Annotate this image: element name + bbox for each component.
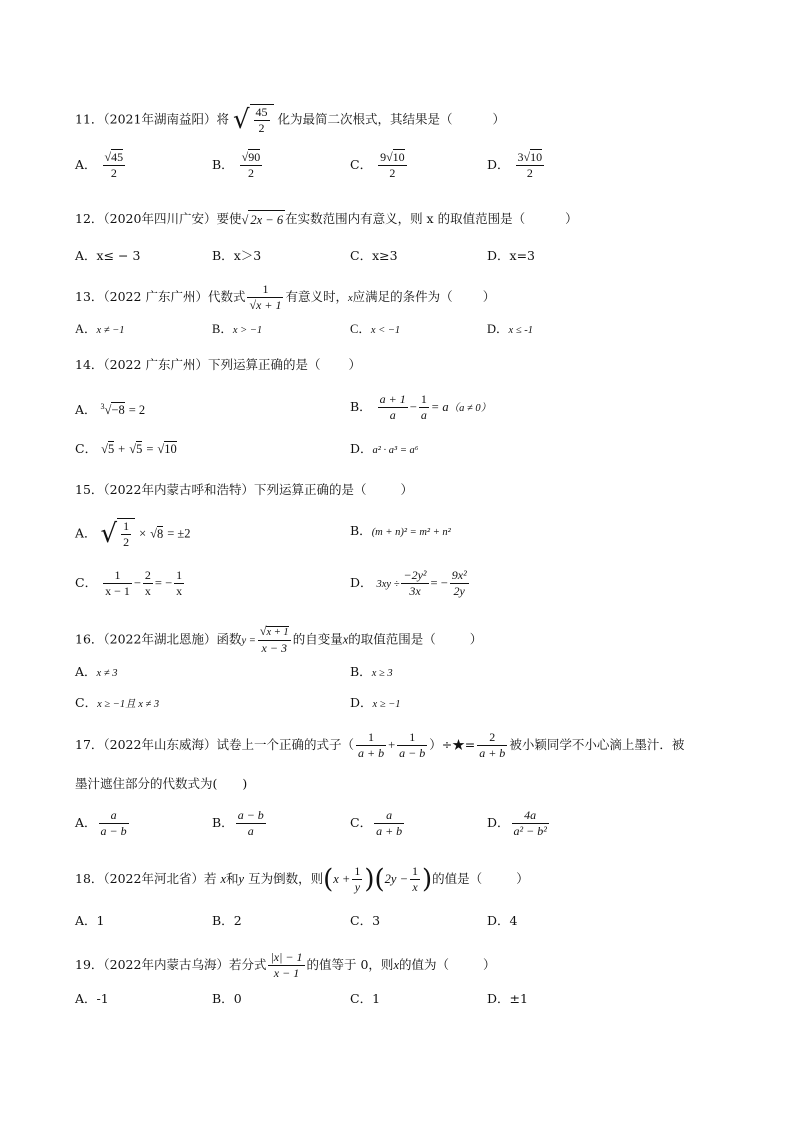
q15c-n2: 2 <box>144 568 151 582</box>
q11-mid: 化为最简二次根式，其结果是（ <box>277 111 453 127</box>
q17-d3: a + b <box>479 746 506 760</box>
option-label: C． <box>350 322 371 336</box>
q16-option-d[interactable] <box>350 694 401 714</box>
question-18: 18．（2022年河北省）若 x和y 互为倒数，则(x + $\frac{1}{y}$ )(2y − $\frac{1}{x}$ )的值是（ ） <box>75 864 529 895</box>
q14-option-b[interactable] <box>350 392 491 423</box>
option-text: x=3 <box>509 248 536 263</box>
q17-mid: ）÷★= <box>429 737 476 752</box>
question-11 <box>75 104 505 136</box>
q13-radicand: x + 1 <box>256 298 282 312</box>
q15d-d1: 3x <box>409 584 421 598</box>
q14b-cond: （a ≠ 0） <box>448 403 492 414</box>
q15-option-c[interactable] <box>75 568 186 599</box>
option-text: 0 <box>233 991 242 1006</box>
q18-n2: 1 <box>412 864 419 878</box>
question-15 <box>75 481 413 499</box>
q19-mid: 的值等于 0，则 <box>306 957 394 972</box>
option-text: x ≥ −1 <box>372 699 401 710</box>
q17b-num: a − b <box>237 808 264 822</box>
q12-close: ） <box>565 211 578 226</box>
q11-option-d[interactable]: D． $\frac{3√10}{2}$ <box>487 150 543 180</box>
q11c-coef: 9 <box>380 150 387 164</box>
option-label: D． <box>350 575 373 590</box>
option-label: C． <box>350 815 373 830</box>
q12-radicand: 2x − 6 <box>248 210 285 229</box>
q15c-n1: 1 <box>103 568 132 584</box>
q14a-rhs: = 2 <box>128 403 146 418</box>
q17d-num: 4a <box>512 808 549 824</box>
q16-radicand: x + 1 <box>266 627 289 638</box>
option-label: A． <box>75 157 97 172</box>
q12-suffix: 在实数范围内有意义，则 x 的取值范围是（ <box>285 211 526 226</box>
q11b-num: 90 <box>248 150 261 164</box>
q15c-d2: x <box>144 584 151 598</box>
q14b-rhs: = a <box>430 400 449 414</box>
q16-suffix: 的取值范围是（ <box>348 631 436 647</box>
question-14 <box>75 356 361 374</box>
option-text: x＞3 <box>233 248 262 263</box>
q17-option-c[interactable] <box>350 808 406 839</box>
q14b-num1: a + 1 <box>379 392 406 406</box>
option-text: 3 <box>372 913 381 928</box>
option-label: A． <box>75 248 97 263</box>
q19-suffix: 的值为（ <box>399 957 450 972</box>
q14c-plus: + <box>118 442 126 456</box>
q18-x: x <box>220 872 227 886</box>
q14b-den1: a <box>389 408 396 422</box>
q14-option-c[interactable]: C． √5 + √5 = √10 <box>75 441 177 456</box>
q16-close: ） <box>469 631 483 647</box>
q14b-den2: a <box>420 408 427 422</box>
q11-prefix: 11．（2021年湖南益阳）将 <box>75 111 229 127</box>
q16-fn: y = <box>241 635 256 647</box>
q13-prefix: 13．（2022 广东广州）代数式 <box>75 289 246 304</box>
question-13: 13．（2022 广东广州）代数式 $\frac{1}{√x + 1}$ 有意义时，x应满足的条件为（ ） <box>75 282 496 312</box>
q17-plus: + <box>388 738 396 752</box>
option-text: (m + n)² = m² + n² <box>371 527 451 538</box>
option-label: B． <box>212 322 233 336</box>
option-label: D． <box>350 441 373 456</box>
option-label: D． <box>487 157 510 172</box>
q11c-rad: 10 <box>392 150 405 164</box>
option-label: D． <box>487 991 510 1006</box>
q17c-num: a <box>374 808 404 824</box>
q12-sqrt: √ 2x − 6 <box>241 210 285 229</box>
option-text: ±1 <box>509 991 528 1006</box>
option-text: x ≠ −1 <box>96 325 125 336</box>
q14c-r2: 5 <box>136 442 143 456</box>
q11-option-b[interactable]: B． $\frac{√90}{2}$ <box>212 150 261 180</box>
q17-option-a[interactable] <box>75 808 131 839</box>
option-label: C． <box>75 441 98 456</box>
q13-option-c[interactable] <box>350 320 400 340</box>
q15-option-d[interactable] <box>350 568 471 599</box>
q18-d1: y <box>354 880 361 894</box>
q17-n2: 1 <box>397 730 427 746</box>
q16-option-a[interactable] <box>75 663 117 683</box>
q16-den: x − 3 <box>261 641 287 655</box>
option-label: A． <box>75 991 97 1006</box>
q13-suffix: 应满足的条件为（ <box>352 289 453 304</box>
q17-d1: a + b <box>357 746 385 760</box>
option-text: 1 <box>96 913 105 928</box>
q15-prefix: 15．（2022年内蒙古呼和浩特）下列运算正确的是（ <box>75 482 367 497</box>
q15-option-a[interactable]: A． √ $\frac{1}{2}$ × √8 = ±2 <box>75 519 191 549</box>
q11a-den: 2 <box>110 166 117 180</box>
q11a-num: 45 <box>111 150 124 164</box>
q15-option-b[interactable] <box>350 522 451 542</box>
option-label: C． <box>350 991 373 1006</box>
q15c-d1: x − 1 <box>105 584 130 598</box>
q19-option-b[interactable] <box>212 990 242 1008</box>
option-label: C． <box>350 913 373 928</box>
q11d-den: 2 <box>526 166 533 180</box>
q11-option-a[interactable]: A． $\frac{√45}{2}$ <box>75 150 124 180</box>
q18-y: y <box>238 872 245 886</box>
q16-mid: 的自变量 <box>292 631 343 647</box>
q17-prefix: 17．（2022年山东威海）试卷上一个正确的式子（ <box>75 737 354 752</box>
q17-option-d[interactable] <box>487 808 551 839</box>
q12-option-b[interactable] <box>212 247 261 265</box>
q14b-minus: − <box>409 400 417 414</box>
q14b-num2: 1 <box>420 392 427 406</box>
q14-close: ） <box>348 357 361 372</box>
option-text: 4 <box>509 913 518 928</box>
q19-den: x − 1 <box>273 966 300 980</box>
q18-prefix: 18．（2022年河北省）若 <box>75 871 217 886</box>
q11-close: ） <box>492 111 506 127</box>
q15a-num: 1 <box>123 519 130 533</box>
q13-option-d[interactable] <box>487 320 533 340</box>
q16-var: x <box>342 632 349 647</box>
question-19 <box>75 950 496 981</box>
option-text: x ≥ −1且 x ≠ 3 <box>97 699 160 710</box>
q11d-coef: 3 <box>517 150 524 164</box>
q18-option-c[interactable] <box>350 912 380 930</box>
q17d-den: a² − b² <box>513 824 547 838</box>
q19-num: |x| − 1 <box>270 950 303 964</box>
q18-option-a[interactable] <box>75 912 104 930</box>
q15d-d2: 2y <box>453 584 465 598</box>
q15d-n1: −2y² <box>403 568 427 582</box>
option-label: B． <box>350 399 372 414</box>
q19-var: x <box>393 958 399 972</box>
q13-num: 1 <box>247 282 283 298</box>
option-label: D． <box>487 913 510 928</box>
q12-prefix: 12．（2020年四川广安）要使 <box>75 211 242 226</box>
q15a-times: × <box>139 526 147 541</box>
option-label: D． <box>487 815 510 830</box>
option-label: A． <box>75 322 97 336</box>
q15d-n2: 9x² <box>451 568 467 582</box>
q11-option-c[interactable]: C． $\frac{9√10}{2}$ <box>350 150 405 180</box>
q14a-index: 3 <box>100 402 105 411</box>
q13-option-a[interactable] <box>75 320 125 340</box>
option-text: -1 <box>96 991 109 1006</box>
q14c-r3: 10 <box>164 442 177 456</box>
q17-n3: 2 <box>477 730 507 746</box>
q15d-eq: = − <box>430 576 448 590</box>
q11-sqrt: √ $\frac{45}{2}$ <box>233 104 274 136</box>
q17a-den: a − b <box>100 824 127 838</box>
option-text: x ≠ 3 <box>96 668 118 679</box>
q19-close: ） <box>483 957 496 972</box>
option-label: B． <box>212 913 234 928</box>
q12-option-a[interactable] <box>75 247 140 265</box>
q18-n1: 1 <box>354 864 361 878</box>
option-text: x≥3 <box>372 248 398 263</box>
q16-prefix: 16．（2022年湖北恩施）函数 <box>75 631 242 647</box>
option-text: 1 <box>372 991 381 1006</box>
q13-mid: 有意义时， <box>285 289 348 304</box>
q14c-r1: 5 <box>107 442 115 456</box>
q18-and: 和 <box>226 871 239 886</box>
q17-d2: a − b <box>399 746 426 760</box>
option-text: a² · a³ = a⁶ <box>372 445 419 456</box>
option-label: A． <box>75 664 97 679</box>
q12-option-c[interactable] <box>350 247 398 265</box>
option-label: A． <box>75 815 97 830</box>
option-label: B． <box>350 523 372 538</box>
option-label: D． <box>487 248 510 263</box>
q11-den: 2 <box>258 121 265 135</box>
q17b-den: a <box>247 824 254 838</box>
option-label: B． <box>212 815 234 830</box>
option-label: B． <box>212 248 234 263</box>
q17-line2: 墨汁遮住部分的代数式为( ) <box>75 776 248 791</box>
q18-e2: 2y − <box>384 872 409 886</box>
q17-n1: 1 <box>356 730 386 746</box>
q19-prefix: 19．（2022年内蒙古乌海）若分式 <box>75 957 267 972</box>
q15c-n3: 1 <box>176 568 183 582</box>
option-label: C． <box>75 575 98 590</box>
q15-close: ） <box>400 482 413 497</box>
q15d-lhs: 3xy ÷ <box>376 579 400 590</box>
q15a-rhs: = ±2 <box>167 526 191 541</box>
q13-var: x <box>348 293 353 304</box>
q11b-den: 2 <box>247 166 254 180</box>
q17a-num: a <box>99 808 129 824</box>
option-text: x < −1 <box>370 325 401 336</box>
option-label: A． <box>75 913 97 928</box>
option-text: x≤ − 3 <box>96 248 141 263</box>
option-text: x ≤ -1 <box>508 325 533 336</box>
q18-mid: 互为倒数，则 <box>248 871 324 886</box>
q14-option-d[interactable] <box>350 440 418 460</box>
q11d-rad: 10 <box>530 150 543 164</box>
option-label: B． <box>212 991 234 1006</box>
q14a-radicand: −8 <box>111 403 125 418</box>
q19-option-c[interactable] <box>350 990 380 1008</box>
q13-option-b[interactable] <box>212 320 262 340</box>
q17-option-b[interactable] <box>212 808 268 839</box>
option-label: C． <box>75 695 98 710</box>
option-label: B． <box>212 157 234 172</box>
question-16: 16．（2022年湖北恩施）函数y = $\frac{√x + 1}{x - 3}$ 的自变量x的取值范围是（ ） <box>75 624 483 655</box>
q14-prefix: 14．（2022 广东广州）下列运算正确的是（ <box>75 357 321 372</box>
q14-option-a[interactable]: A． $^3$√−8 = 2 <box>75 402 146 418</box>
q18-close: ） <box>516 871 529 886</box>
q19-option-a[interactable] <box>75 990 109 1008</box>
question-17 <box>75 730 684 761</box>
option-label: D． <box>487 322 509 336</box>
q15c-d3: x <box>176 584 183 598</box>
q12-option-d[interactable] <box>487 247 535 265</box>
q18-option-b[interactable] <box>212 912 242 930</box>
q16-option-b[interactable] <box>350 663 393 683</box>
option-text: x > −1 <box>232 325 263 336</box>
q11c-den: 2 <box>389 166 396 180</box>
option-text: 2 <box>233 913 242 928</box>
option-label: D． <box>350 695 373 710</box>
option-text: x ≥ 3 <box>371 668 393 679</box>
option-label: A． <box>75 402 97 418</box>
option-label: C． <box>350 248 373 263</box>
question-17-line2 <box>75 775 247 793</box>
q15c-minus: − <box>133 576 141 590</box>
q18-suffix: 的值是（ <box>432 871 483 886</box>
option-label: C． <box>350 157 373 172</box>
option-label: A． <box>75 525 97 541</box>
q15a-rad: 8 <box>157 526 164 541</box>
q14c-eq: = <box>146 442 154 456</box>
q17c-den: a + b <box>376 824 403 838</box>
q18-e1: x + <box>333 872 351 886</box>
q17-suffix: 被小颖同学不小心滴上墨汁．被 <box>509 737 685 752</box>
q18-option-d[interactable] <box>487 912 517 930</box>
q16-option-c[interactable] <box>75 694 159 714</box>
q11-num: 45 <box>255 105 268 119</box>
q15a-den: 2 <box>123 535 130 549</box>
q13-close: ） <box>482 289 496 304</box>
q18-d2: x <box>412 880 418 894</box>
q19-option-d[interactable] <box>487 990 528 1008</box>
q15c-eq: = − <box>154 576 173 590</box>
question-12 <box>75 210 578 229</box>
option-label: B． <box>350 664 372 679</box>
